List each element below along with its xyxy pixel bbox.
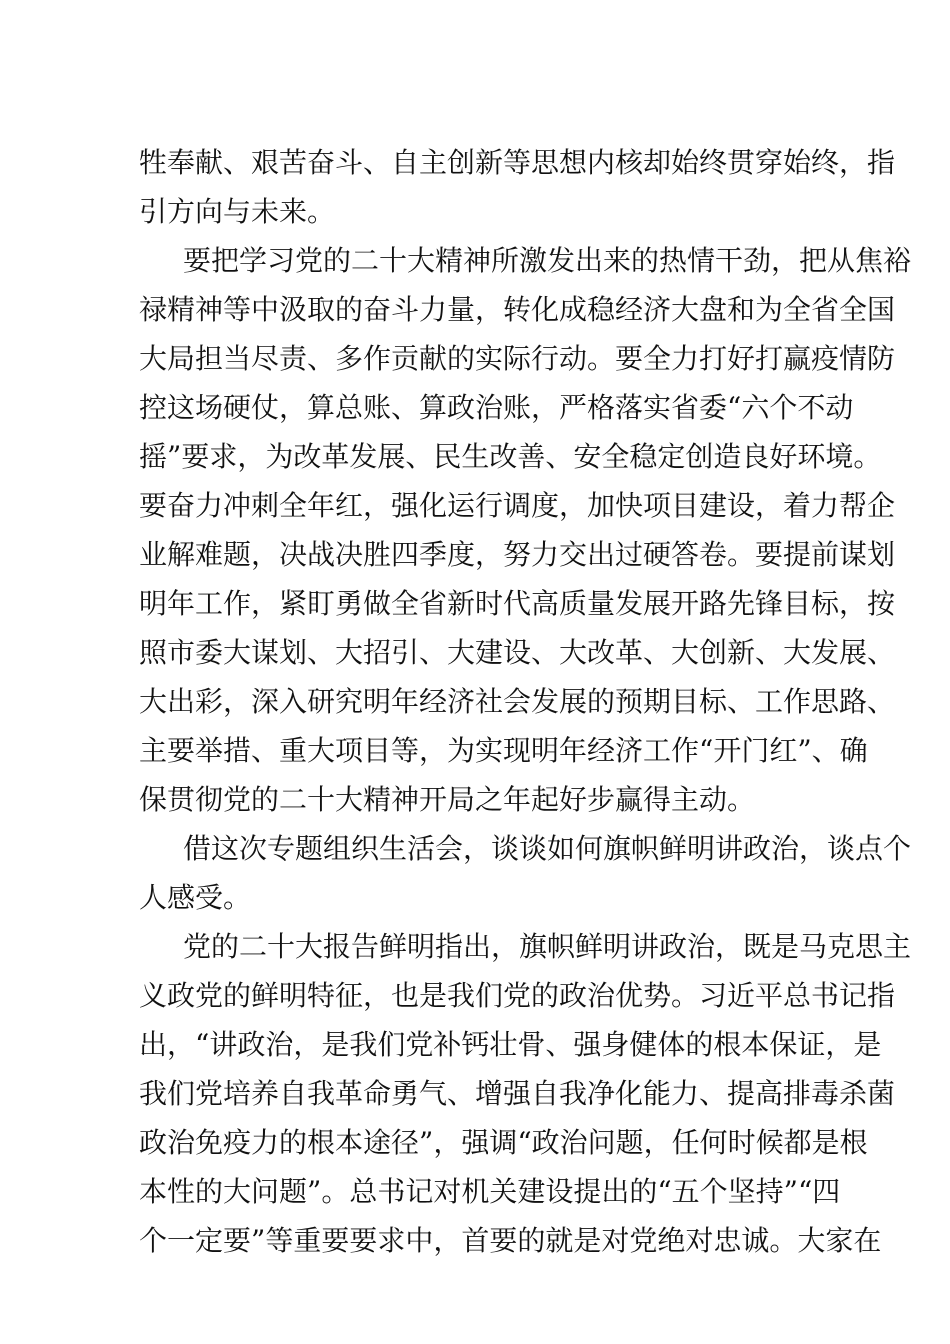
text-line: 禄精神等中汲取的奋斗力量，转化成稳经济大盘和为全省全国 <box>139 293 896 326</box>
text-line: 大出彩，深入研究明年经济社会发展的预期目标、工作思路、 <box>139 685 896 718</box>
text-line: 本性的大问题”。总书记对机关建设提出的“五个坚持”“四 <box>139 1175 841 1208</box>
paragraph <box>139 138 896 236</box>
text-line: 要奋力冲刺全年红，强化运行调度，加快项目建设，着力帮企 <box>139 489 896 522</box>
text-line: 保贯彻党的二十大精神开局之年起好步赢得主动。 <box>139 783 756 816</box>
body-text <box>139 138 912 1265</box>
text-line: 要把学习党的二十大精神所激发出来的热情干劲，把从焦裕 <box>183 244 912 277</box>
text-line: 义政党的鲜明特征，也是我们党的政治优势。习近平总书记指 <box>139 979 896 1012</box>
text-line: 业解难题，决战决胜四季度，努力交出过硬答卷。要提前谋划 <box>139 538 896 571</box>
paragraph <box>139 236 912 824</box>
text-line: 主要举措、重大项目等，为实现明年经济工作“开门红”、确 <box>139 734 868 767</box>
text-line: 摇”要求，为改革发展、民生改善、安全稳定创造良好环境。 <box>139 440 882 473</box>
text-line: 我们党培养自我革命勇气、增强自我净化能力、提高排毒杀菌 <box>139 1077 896 1110</box>
text-line: 借这次专题组织生活会，谈谈如何旗帜鲜明讲政治，谈点个 <box>183 832 912 865</box>
text-line: 牲奉献、艰苦奋斗、自主创新等思想内核却始终贯穿始终，指 <box>139 146 896 179</box>
text-line: 政治免疫力的根本途径”，强调“政治问题，任何时候都是根 <box>139 1126 868 1159</box>
text-line: 出，“讲政治，是我们党补钙壮骨、强身健体的根本保证，是 <box>139 1028 882 1061</box>
text-line: 人感受。 <box>139 881 252 914</box>
text-line: 党的二十大报告鲜明指出，旗帜鲜明讲政治，既是马克思主 <box>183 930 912 963</box>
text-line: 明年工作，紧盯勇做全省新时代高质量发展开路先锋目标，按 <box>139 587 896 620</box>
text-line: 大局担当尽责、多作贡献的实际行动。要全力打好打赢疫情防 <box>139 342 896 375</box>
text-line: 个一定要”等重要要求中，首要的就是对党绝对忠诚。大家在 <box>139 1224 882 1257</box>
text-line: 引方向与未来。 <box>139 195 336 228</box>
text-line: 控这场硬仗，算总账、算政治账，严格落实省委“六个不动 <box>139 391 854 424</box>
paragraph <box>139 922 912 1265</box>
paragraph <box>139 824 912 922</box>
text-line: 照市委大谋划、大招引、大建设、大改革、大创新、大发展、 <box>139 636 896 669</box>
